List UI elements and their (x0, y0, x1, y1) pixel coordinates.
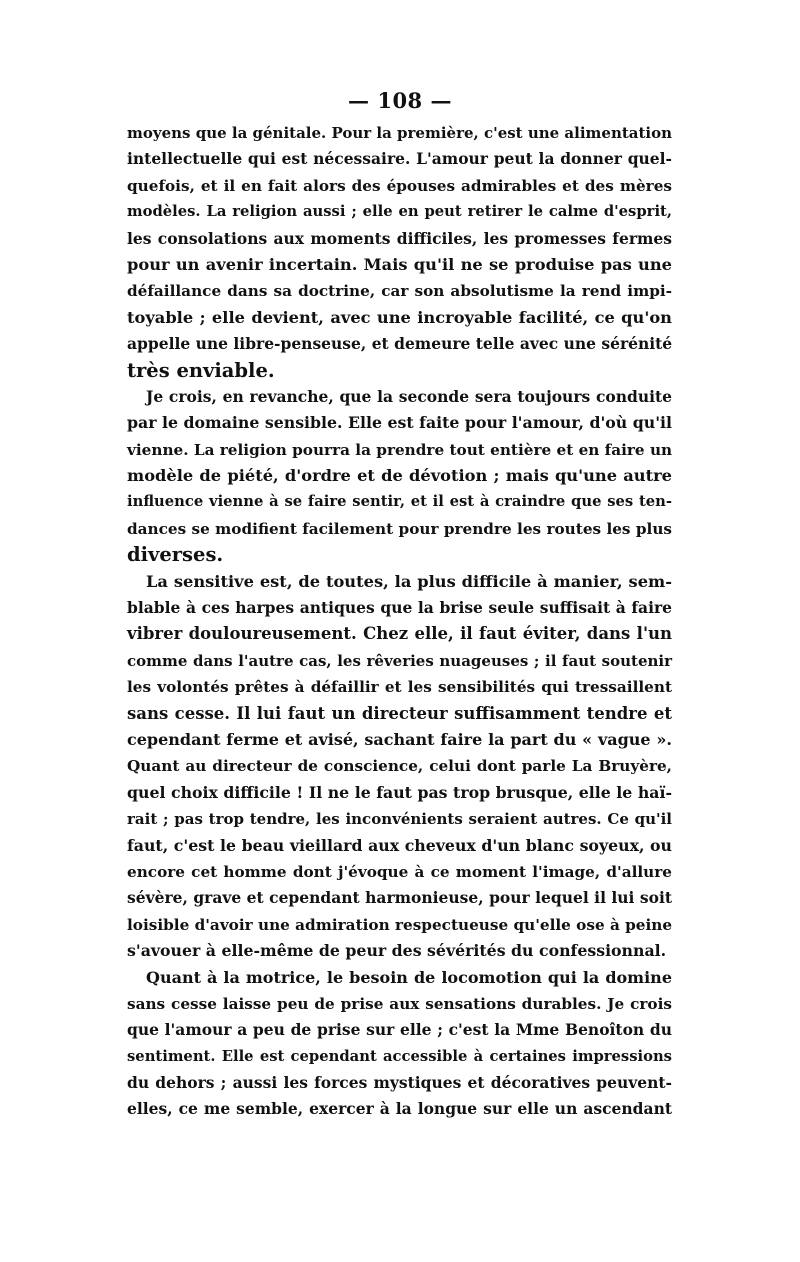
text-line: encore cet homme dont j'évoque à ce moment l'image, d'allure (127, 862, 672, 881)
text-line: cependant ferme et avisé, sachant faire la part du « vague ». (127, 729, 672, 749)
text-line: quefois, et il en fait alors des épouses admirables et des mères (127, 176, 672, 195)
text-line: comme dans l'autre cas, les rêveries nuageuses ; il faut soutenir (127, 651, 672, 670)
text-line: La sensitive est, de toutes, la plus difficile à manier, sem- (146, 571, 672, 591)
text-line: très enviable. (127, 358, 275, 382)
body-text (127, 120, 672, 1123)
text-line: quel choix difficile ! Il ne le faut pas trop brusque, elle le haï- (127, 782, 672, 802)
text-line: Quant au directeur de conscience, celui dont parle La Bruyère, (127, 757, 672, 776)
text-line: loisible d'avoir une admiration respectueuse qu'elle ose à peine (127, 915, 673, 934)
text-line: modèle de piété, d'ordre et de dévotion ; mais qu'une autre (127, 466, 672, 486)
text-line: que l'amour a peu de prise sur elle ; c'est la Mme Benoîton du (127, 1020, 672, 1040)
text-line: appelle une libre-penseuse, et demeure telle avec une sérénité (127, 334, 673, 354)
text-line: pour un avenir incertain. Mais qu'il ne se produise pas une (127, 254, 672, 274)
text-line: moyens que la génitale. Pour la première, c'est une alimentation (127, 124, 673, 142)
text-line: elles, ce me semble, exercer à la longue sur elle un ascendant (127, 1099, 672, 1119)
text-line: sentiment. Elle est cependant accessible à certaines impressions (127, 1047, 672, 1065)
text-line: les volontés prêtes à défaillir et les sensibilités qui tressaillent (127, 678, 672, 697)
text-line: vibrer douloureusement. Chez elle, il faut éviter, dans l'un (127, 624, 672, 644)
text-line: sans cesse laisse peu de prise aux sensations durables. Je crois (127, 994, 672, 1013)
text-line: toyable ; elle devient, avec une incroyable facilité, ce qu'on (127, 307, 672, 327)
text-line: modèles. La religion aussi ; elle en peut retirer le calme d'esprit, (127, 203, 672, 221)
text-line: dances se modifient facilement pour prendre les routes les plus (127, 519, 672, 538)
text-line: influence vienne à se faire sentir, et il est à craindre que ses ten- (127, 493, 672, 511)
text-line: blable à ces harpes antiques que la brise seule suffisait à faire (127, 598, 672, 618)
text-line: diverses. (127, 543, 224, 567)
text-line: les consolations aux moments difficiles, les promesses fermes (127, 228, 672, 248)
text-line: vienne. La religion pourra la prendre tout entière et en faire un (127, 440, 673, 459)
text-line: faut, c'est le beau vieillard aux cheveux d'un blanc soyeux, ou (127, 835, 672, 855)
text-line: s'avouer à elle-même de peur des sévérités du confessionnal. (127, 941, 667, 961)
text-line: sans cesse. Il lui faut un directeur suffisamment tendre et (127, 703, 672, 723)
text-line: intellectuelle qui est nécessaire. L'amour peut la donner quel- (127, 149, 672, 169)
page-number: — 108 — (348, 88, 452, 113)
text-line: Quant à la motrice, le besoin de locomotion qui la domine (146, 967, 672, 987)
text-line: Je crois, en revanche, que la seconde sera toujours conduite (146, 386, 672, 406)
text-line: rait ; pas trop tendre, les inconvénients seraient autres. Ce qu'il (127, 810, 672, 829)
text-line: défaillance dans sa doctrine, car son absolutisme la rend impi- (127, 282, 672, 301)
text-line: sévère, grave et cependant harmonieuse, pour lequel il lui soit (127, 888, 672, 908)
text-line: par le domaine sensible. Elle est faite pour l'amour, d'où qu'il (127, 413, 672, 433)
text-line: du dehors ; aussi les forces mystiques et décoratives peuvent- (127, 1073, 672, 1093)
